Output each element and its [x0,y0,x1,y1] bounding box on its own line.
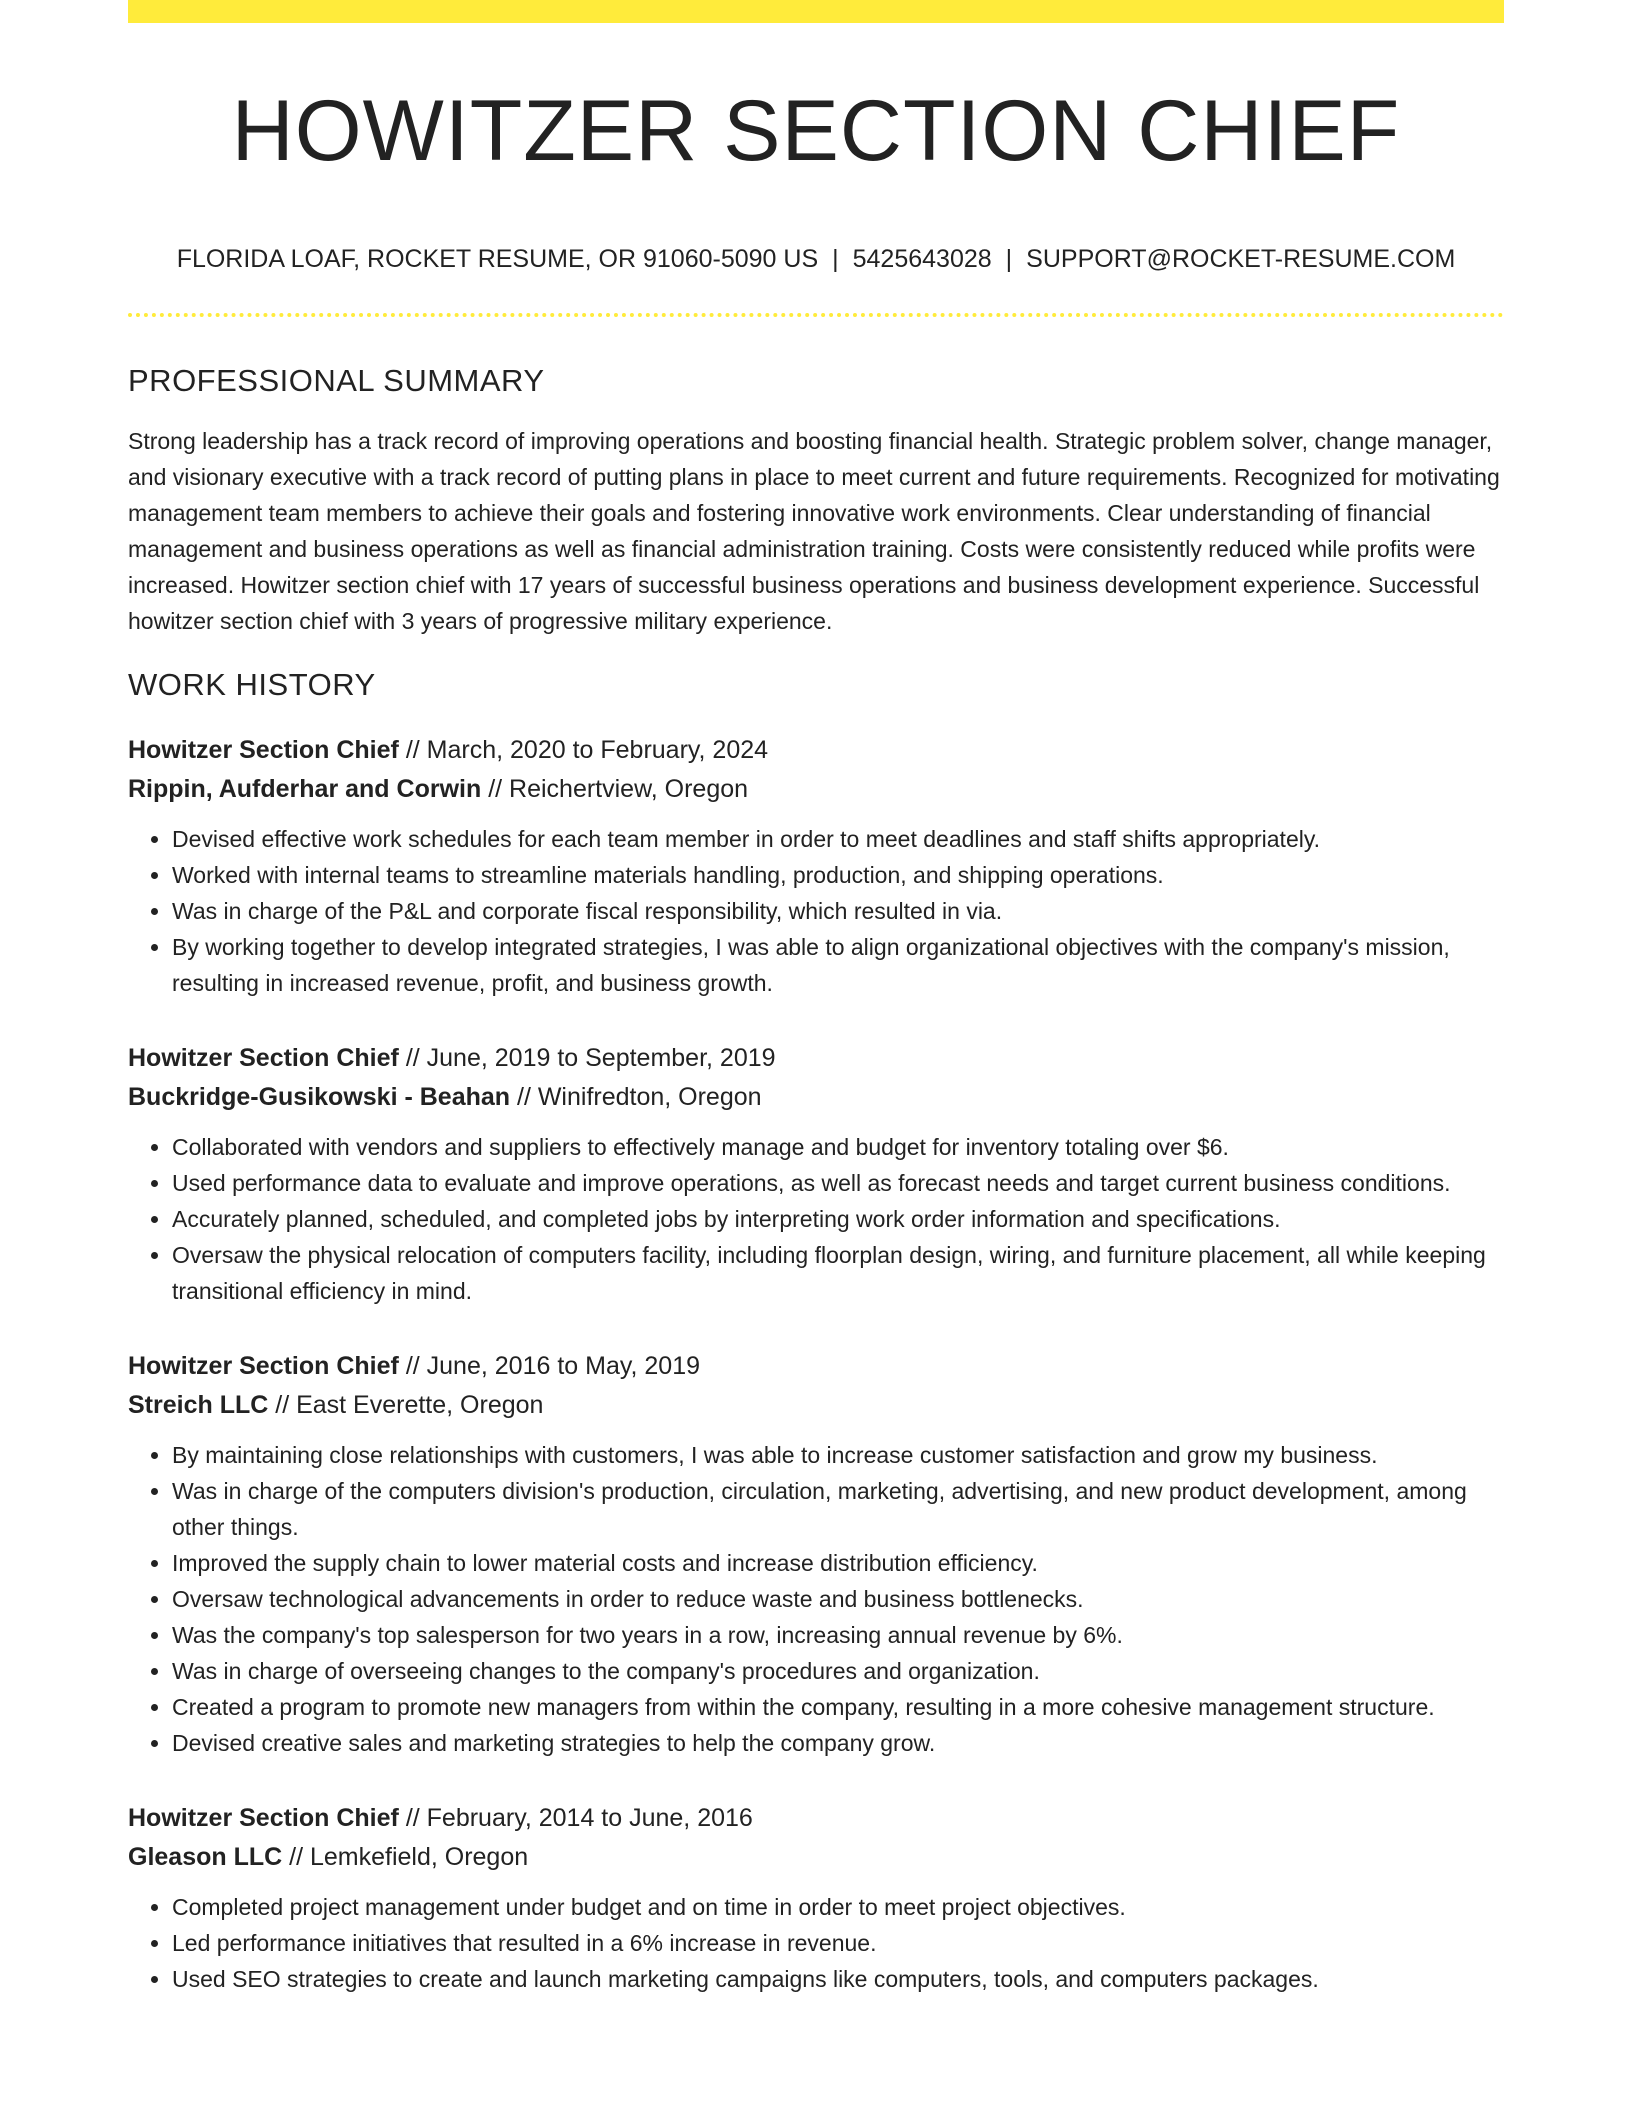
job-company: Rippin, Aufderhar and Corwin [128,775,482,803]
bullet-item: • Was the company's top salesperson for two years in a row, increasing annual revenue by 6%. [172,1617,1504,1653]
contact-email: SUPPORT@ROCKET-RESUME.COM [1026,245,1456,273]
bullet-item: • Oversaw the physical relocation of computers facility, including floorplan design, wiring, and furniture placement, all while keeping transitional efficiency in mind. [172,1237,1504,1309]
summary-text: Strong leadership has a track record of improving operations and boosting financial health. Strategic problem solver, change manager, and visionary executive with a track record of putting plans in place to meet current and future requirements. Recognized for motivating management team members to achieve their goals and fostering innovative work environments. Clear understanding of financial management and business operations as well as financial administration training. Costs were consistently reduced while profits were increased. Howitzer section chief with 17 years of successful business operations and business development experience. Successful howitzer section chief with 3 years of progressive military experience. [128,428,1500,634]
job-company: Gleason LLC [128,1843,283,1871]
accent-bar [128,0,1504,23]
bullet-item: • By maintaining close relationships with customers, I was able to increase customer satisfaction and grow my business. [172,1437,1504,1473]
job-dates: // June, 2019 to September, 2019 [398,1044,776,1072]
job-company: Buckridge-Gusikowski - Beahan [128,1083,511,1111]
work-history-heading: WORK HISTORY [128,667,376,702]
job-entry [128,1347,1504,1761]
summary-heading: PROFESSIONAL SUMMARY [128,363,545,398]
bullet-item: • Was in charge of overseeing changes to the company's procedures and organization. [172,1653,1504,1689]
candidate-name: HOWITZER SECTION CHIEF [231,83,1401,179]
job-bullets [128,1129,1504,1309]
job-location: // Reichertview, Oregon [481,775,749,803]
bullet-item: • Led performance initiatives that resulted in a 6% increase in revenue. [172,1925,1504,1961]
contact-line [128,243,1504,275]
job-role: Howitzer Section Chief [128,1804,399,1832]
job-company-line [128,1078,1504,1117]
bullet-item: • Used performance data to evaluate and improve operations, as well as forecast needs and target current business conditions. [172,1165,1504,1201]
job-company: Streich LLC [128,1391,269,1419]
bullet-item: • Oversaw technological advancements in order to reduce waste and business bottlenecks. [172,1581,1504,1617]
bullet-item: • Created a program to promote new managers from within the company, resulting in a more cohesive management structure. [172,1689,1504,1725]
job-entry [128,731,1504,1001]
job-bullets [128,1437,1504,1761]
job-dates: // February, 2014 to June, 2016 [398,1804,753,1832]
job-location: // Lemkefield, Oregon [282,1843,529,1871]
job-role: Howitzer Section Chief [128,1352,399,1380]
job-company-line [128,1838,1504,1877]
bullet-item: • Devised effective work schedules for each team member in order to meet deadlines and staff shifts appropriately. [172,821,1504,857]
job-dates: // March, 2020 to February, 2024 [398,736,769,764]
job-company-line [128,1386,1504,1425]
job-location: // East Everette, Oregon [268,1391,544,1419]
bullet-item: • Used SEO strategies to create and launch marketing campaigns like computers, tools, and computers packages. [172,1961,1504,1997]
job-title-line [128,731,1504,770]
job-bullets [128,1889,1504,1997]
job-title-line [128,1039,1504,1078]
job-title-line [128,1347,1504,1386]
job-company-line [128,770,1504,809]
contact-phone: 5425643028 [852,245,992,273]
job-role: Howitzer Section Chief [128,736,399,764]
bullet-item: • By working together to develop integrated strategies, I was able to align organizational objectives with the company's mission, resulting in increased revenue, profit, and business growth. [172,929,1504,1001]
bullet-item: • Devised creative sales and marketing strategies to help the company grow. [172,1725,1504,1761]
contact-separator: | [832,245,839,273]
bullet-item: • Collaborated with vendors and suppliers to effectively manage and budget for inventory totaling over $6. [172,1129,1504,1165]
contact-separator: | [1005,245,1013,273]
bullet-item: • Worked with internal teams to streamline materials handling, production, and shipping operations. [172,857,1504,893]
bullet-item: • Completed project management under budget and on time in order to meet project objectives. [172,1889,1504,1925]
job-title-line [128,1799,1504,1838]
job-entry [128,1039,1504,1309]
job-role: Howitzer Section Chief [128,1044,399,1072]
bullet-item: • Accurately planned, scheduled, and completed jobs by interpreting work order information and specifications. [172,1201,1504,1237]
bullet-item: • Improved the supply chain to lower material costs and increase distribution efficiency. [172,1545,1504,1581]
dotted-divider [128,313,1504,317]
job-location: // Winifredton, Oregon [510,1083,762,1111]
bullet-item: • Was in charge of the P&L and corporate fiscal responsibility, which resulted in via. [172,893,1504,929]
job-entry [128,1799,1504,1997]
contact-address: FLORIDA LOAF, ROCKET RESUME, OR 91060-5090 US [176,245,819,273]
job-bullets [128,821,1504,1001]
resume-content [128,23,1504,1997]
job-dates: // June, 2016 to May, 2019 [398,1352,700,1380]
bullet-item: • Was in charge of the computers division's production, circulation, marketing, advertising, and new product development, among other things. [172,1473,1504,1545]
